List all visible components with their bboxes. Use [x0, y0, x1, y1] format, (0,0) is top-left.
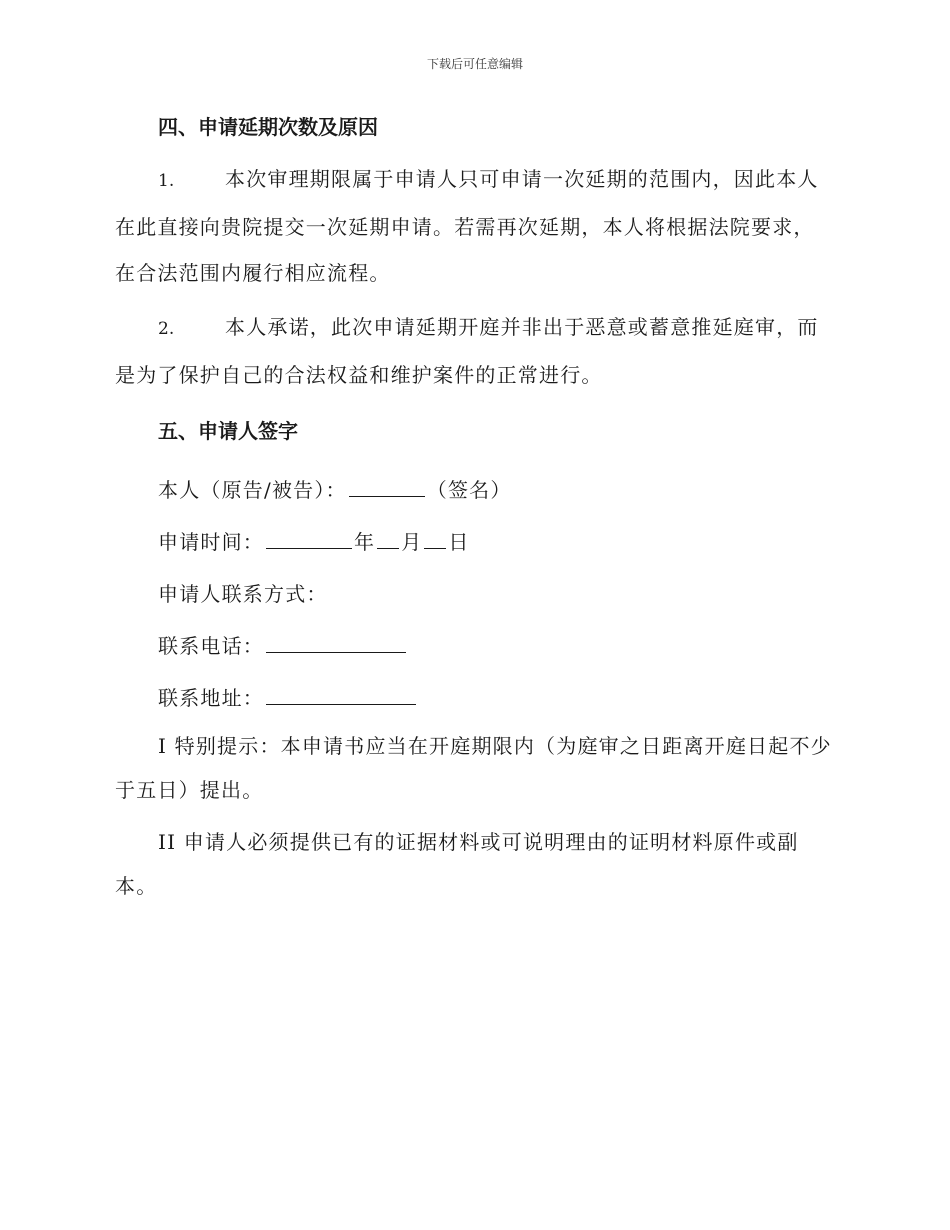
year-label: 年	[354, 530, 376, 554]
contact-heading-line	[115, 568, 835, 620]
item-number: 1.	[158, 171, 175, 191]
month-label: 月	[401, 530, 423, 554]
date-line	[115, 516, 835, 568]
phone-label: 联系电话：	[158, 634, 264, 658]
address-blank[interactable]	[266, 688, 416, 705]
date-label: 申请时间：	[158, 530, 264, 554]
signature-line	[115, 464, 835, 516]
reason-item-1	[115, 156, 835, 296]
signature-suffix: （签名）	[426, 478, 512, 502]
reason-item-2	[115, 304, 835, 398]
day-blank[interactable]	[424, 532, 446, 549]
special-note-1: I 特别提示：本申请书应当在开庭期限内（为庭审之日距离开庭日起不少于五日）提出。	[115, 734, 832, 802]
address-line	[115, 672, 835, 724]
month-blank[interactable]	[377, 532, 399, 549]
section-heading-extension-reason: 四、申请延期次数及原因	[158, 115, 378, 139]
item-text: 本人承诺，此次申请延期开庭并非出于恶意或蓄意推延庭审，而是为了保护自己的合法权益和维护案件的正常进行。	[115, 315, 819, 387]
special-note-2: II 申请人必须提供已有的证据材料或可说明理由的证明材料原件或副本。	[115, 830, 799, 898]
signature-label: 本人（原告/被告）：	[158, 478, 347, 502]
address-label: 联系地址：	[158, 686, 264, 710]
item-text: 本次审理期限属于申请人只可申请一次延期的范围内，因此本人在此直接向贵院提交一次延期申请。若需再次延期，本人将根据法院要求，在合法范围内履行相应流程。	[115, 167, 819, 285]
day-label: 日	[448, 530, 470, 554]
phone-line	[115, 620, 835, 672]
section-heading-signature: 五、申请人签字	[158, 419, 298, 443]
year-blank[interactable]	[266, 532, 352, 549]
contact-label: 申请人联系方式：	[158, 582, 328, 606]
page-header: 下载后可任意编辑	[426, 57, 523, 71]
item-number: 2.	[158, 319, 175, 339]
document-body	[115, 106, 835, 908]
phone-blank[interactable]	[266, 636, 406, 653]
signature-blank[interactable]	[349, 480, 425, 497]
